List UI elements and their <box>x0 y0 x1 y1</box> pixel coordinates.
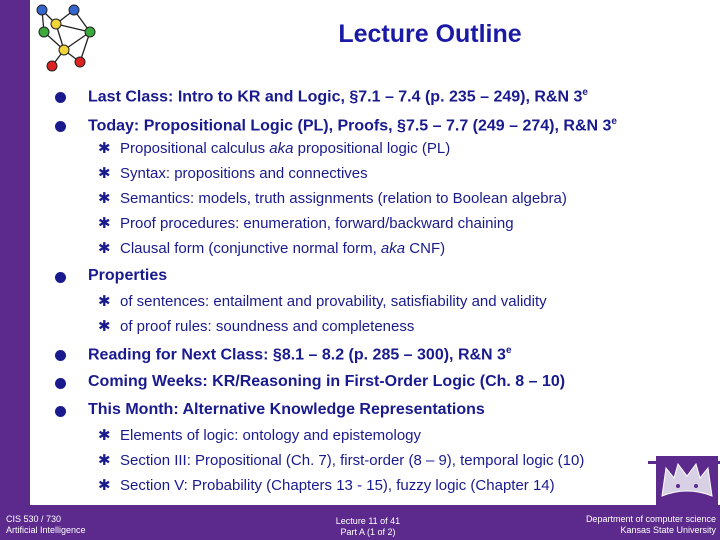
page-title: Lecture Outline <box>338 20 522 48</box>
footer-course: CIS 530 / 730 Artificial Intelligence <box>6 514 86 535</box>
bullet-dot <box>55 121 66 132</box>
bullet-dot <box>55 406 66 417</box>
bullet-text: Today: Propositional Logic (PL), Proofs, §7.5 – 7.7 (249 – 274), R&N 3e <box>88 116 617 135</box>
asterisk-icon: ✱ <box>98 240 111 257</box>
asterisk-icon: ✱ <box>98 215 111 232</box>
asterisk-icon: ✱ <box>98 427 111 444</box>
bullet-dot <box>55 92 66 103</box>
asterisk-icon: ✱ <box>98 477 111 494</box>
asterisk-icon: ✱ <box>98 318 111 335</box>
bullet-text: This Month: Alternative Knowledge Representations <box>88 401 485 418</box>
asterisk-icon: ✱ <box>98 190 111 207</box>
wildcat-logo <box>656 456 718 506</box>
bullet-dot <box>55 350 66 361</box>
asterisk-icon: ✱ <box>98 165 111 182</box>
bullet-text: Last Class: Intro to KR and Logic, §7.1 – 7.4 (p. 235 – 249), R&N 3e <box>88 87 588 106</box>
asterisk-icon: ✱ <box>98 452 111 469</box>
bullet-dot <box>55 378 66 389</box>
frame-corner <box>30 488 48 505</box>
bullet-text: Reading for Next Class: §8.1 – 8.2 (p. 285 – 300), R&N 3e <box>88 345 512 364</box>
footer-lecture: Lecture 11 of 41 Part A (1 of 2) <box>335 516 401 537</box>
footer-department: Department of computer science Kansas State University <box>585 514 716 535</box>
bullet-text: Properties <box>88 267 168 284</box>
bullet-dot <box>55 272 66 283</box>
asterisk-icon: ✱ <box>98 293 111 310</box>
frame-left-bar <box>0 0 30 540</box>
bullet-text: Coming Weeks: KR/Reasoning in First-Order Logic (Ch. 8 – 10) <box>88 373 566 390</box>
asterisk-icon: ✱ <box>98 140 111 157</box>
network-graph-logo <box>34 2 100 72</box>
